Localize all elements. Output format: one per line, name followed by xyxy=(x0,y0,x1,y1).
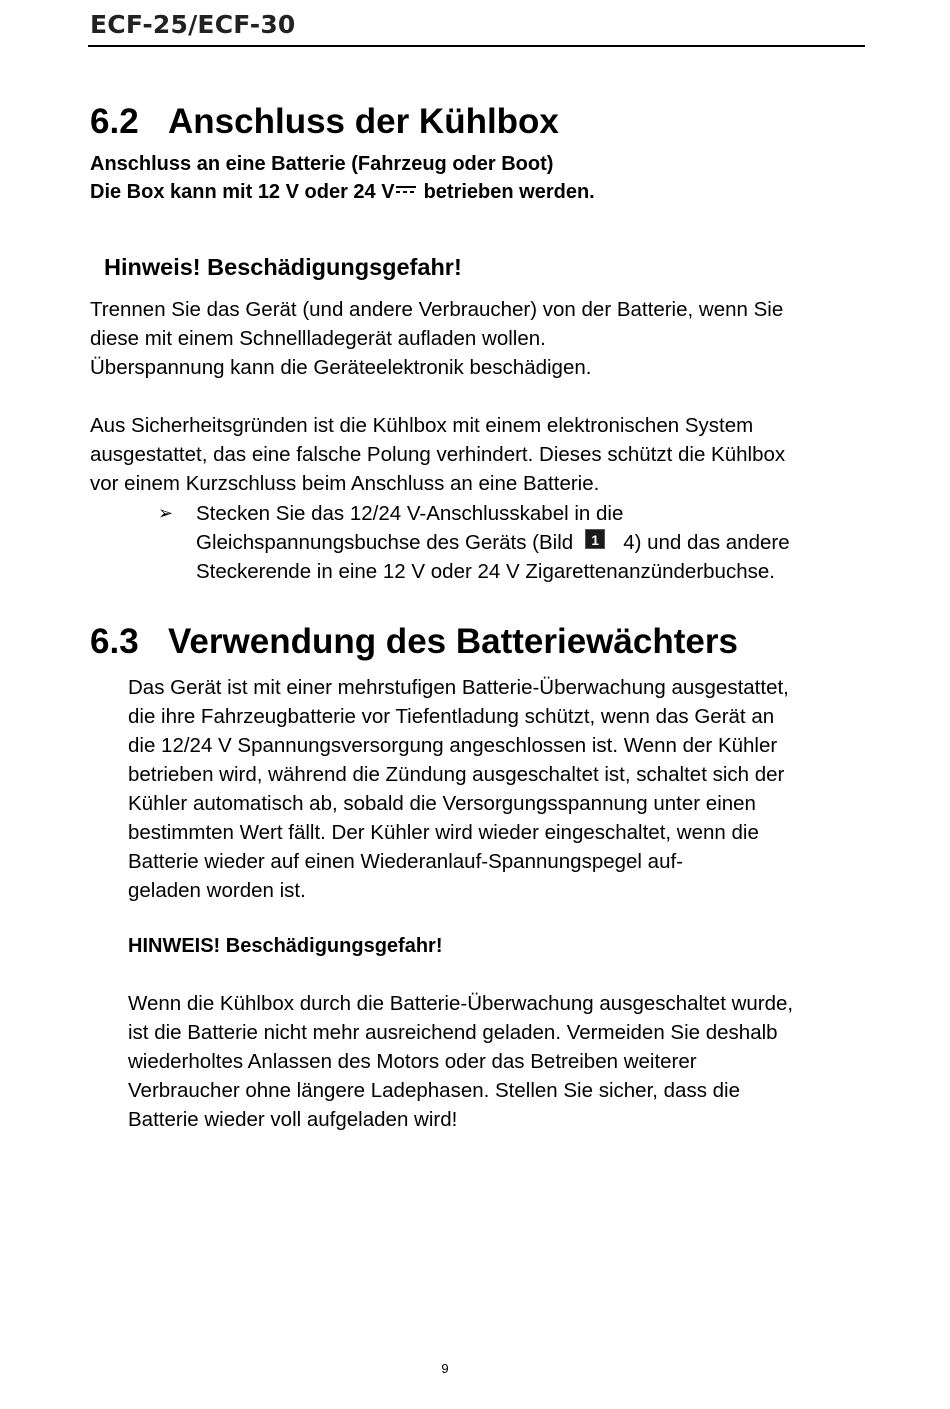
paragraph-line: die 12/24 V Spannungsversorgung angeschlossen ist. Wenn der Kühler xyxy=(128,734,778,757)
dc-voltage-icon xyxy=(396,184,416,194)
voltage-statement xyxy=(90,178,595,206)
battery-monitor-paragraph xyxy=(128,673,789,905)
bullet-arrow-icon: ➢ xyxy=(158,503,174,523)
section-6-3-heading xyxy=(90,622,738,662)
notice-line: wiederholtes Anlassen des Motors oder das Betreiben weiterer xyxy=(128,1050,697,1073)
notice-title-uppercase: HINWEIS! Beschädigungsgefahr! xyxy=(128,935,443,957)
paragraph-line: Batterie wieder auf einen Wiederanlauf-Spannungspegel auf- xyxy=(128,850,684,873)
battery-notice-paragraph xyxy=(128,989,793,1134)
notice-line: Batterie wieder voll aufgeladen wird! xyxy=(128,1108,458,1131)
notice-line: Überspannung kann die Geräteelektronik beschädigen. xyxy=(90,356,592,379)
info-line: vor einem Kurzschluss beim Anschluss an eine Batterie. xyxy=(90,472,600,495)
notice-line: Verbraucher ohne längere Ladephasen. Stellen Sie sicher, dass die xyxy=(128,1079,741,1102)
voltage-statement-end: betrieben werden. xyxy=(423,181,595,203)
paragraph-line: geladen worden ist. xyxy=(128,879,306,902)
page-number: 9 xyxy=(441,1361,449,1376)
figure-reference-icon: 1 xyxy=(585,529,605,549)
step-text: 4) und das andere xyxy=(623,531,790,554)
notice-line: Wenn die Kühlbox durch die Batterie-Überwachung ausgeschaltet wurde, xyxy=(128,992,794,1015)
step-text: Gleichspannungsbuchse des Geräts (Bild xyxy=(196,531,574,554)
notice-line: Trennen Sie das Gerät (und andere Verbraucher) von der Batterie, wenn Sie xyxy=(90,298,784,321)
paragraph-line: Kühler automatisch ab, sobald die Versorgungsspannung unter einen xyxy=(128,792,756,815)
notice-text xyxy=(90,295,783,382)
section-6-2-heading xyxy=(90,102,559,142)
voltage-statement-start: Die Box kann mit 12 V oder 24 V xyxy=(90,181,395,203)
notice-title: Hinweis! Beschädigungsgefahr! xyxy=(104,254,462,280)
document-header-title: ECF-25/ECF-30 xyxy=(90,10,296,39)
paragraph-line: betrieben wird, während die Zündung ausgeschaltet ist, schaltet sich der xyxy=(128,763,785,786)
connection-subtitle: Anschluss an eine Batterie (Fahrzeug oder Boot) xyxy=(90,153,554,175)
section-title: Anschluss der Kühlbox xyxy=(168,102,559,141)
paragraph-line: Das Gerät ist mit einer mehrstufigen Batterie-Überwachung ausgestattet, xyxy=(128,676,789,699)
notice-line: diese mit einem Schnellladegerät aufladen wollen. xyxy=(90,327,546,350)
header-divider xyxy=(88,45,865,47)
paragraph-line: bestimmten Wert fällt. Der Kühler wird wieder eingeschaltet, wenn die xyxy=(128,821,759,844)
section-number: 6.3 xyxy=(90,622,139,661)
step-line-with-figure xyxy=(196,528,790,557)
step-line: Steckerende in eine 12 V oder 24 V Zigarettenanzünderbuchse. xyxy=(196,560,775,583)
info-line: Aus Sicherheitsgründen ist die Kühlbox mit einem elektronischen System xyxy=(90,414,754,437)
connection-step xyxy=(196,499,790,586)
polarity-info-text xyxy=(90,411,785,498)
info-line: ausgestattet, das eine falsche Polung verhindert. Dieses schützt die Kühlbox xyxy=(90,443,786,466)
notice-line: ist die Batterie nicht mehr ausreichend geladen. Vermeiden Sie deshalb xyxy=(128,1021,778,1044)
section-number: 6.2 xyxy=(90,102,139,141)
paragraph-line: die ihre Fahrzeugbatterie vor Tiefentladung schützt, wenn das Gerät an xyxy=(128,705,775,728)
section-title: Verwendung des Batteriewächters xyxy=(168,622,738,661)
step-line: Stecken Sie das 12/24 V-Anschlusskabel in die xyxy=(196,502,624,525)
